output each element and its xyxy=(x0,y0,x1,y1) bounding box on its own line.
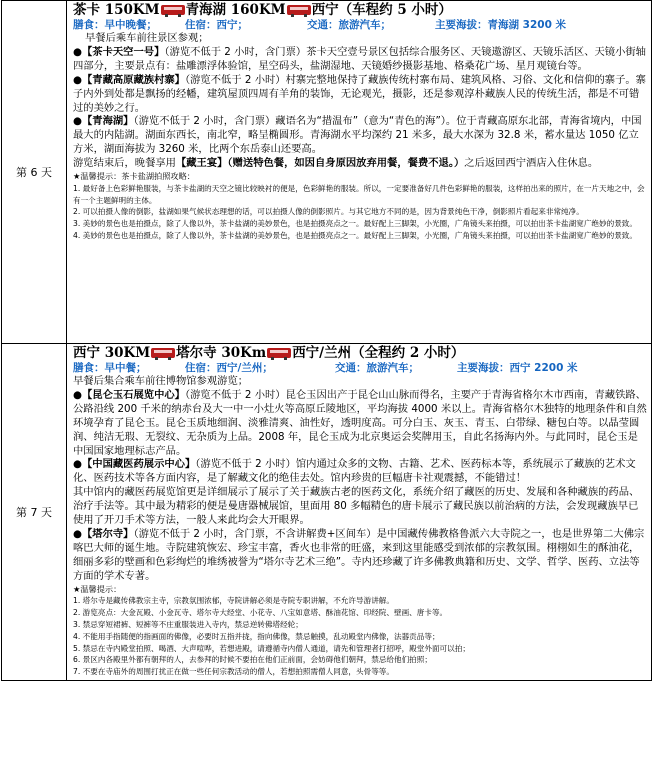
attraction-note: （游览不低于 2 小时，含门票） xyxy=(164,45,307,58)
tip-item: 4. 不能用手指随便的指画面的佛像，必要时五指并拢，指向佛像，禁忌触摸，乱动殿堂内佛像，法器贡品等； xyxy=(73,631,440,641)
route-distance: 150KM xyxy=(104,2,160,18)
attraction-note: （游览不低于 2 小时） xyxy=(184,388,286,401)
attraction-title: 【茶卡天空一号】 xyxy=(82,45,165,58)
tip-item: 4. 美妙的景色也是拍摄点，除了人像以外，茶卡盐湖的美妙景色，也是拍摄亮点之一。最好配上三脚架，小光圈，广角镜头来拍摄，可以拍出茶卡盐湖宽广绝妙的景致。 xyxy=(73,231,637,241)
route-place: 西宁 xyxy=(73,345,100,361)
attraction-paragraph: ●【青海湖】（游览不低于 2 小时，含门票）藏语名为“措温布”（意为“青色的海”）。位于青藏高原东北部，青海省境内，中国最大的内陆湖。湖面东西长，南北窄，略呈椭圆形。青海湖水平均深约 21 米多，最大水深为 32.8 米，蓄水量达 1050 亿立方米，湖面海拔为 3260 米，比两个东岳泰山还要高。 xyxy=(73,115,642,156)
attraction-text: 村寨完整地保持了藏族传统村寨布局、建筑风格、习俗、文化和信仰的寨子。寨子内外到处都是飘扬的经幡，建筑屋顶四周有羊角的装饰，无论观光，摄影，还是参观淳朴藏族人民的传统生活，都是不可错过的美妙之行。 xyxy=(73,73,646,114)
stay-info: 住宿：西宁； xyxy=(185,19,248,31)
day-row-7 xyxy=(2,344,652,681)
tip-item: 6. 景区内各殿里外都有朝拜的人，去参拜的时候不要拍在他们正前面，会妨碍他们朝拜，禁忌给他们拍照； xyxy=(73,655,432,665)
tip-item: 7. 不要在寺庙外的周围打扰正在做一些任何宗教活动的僧人，若想拍照需僧人同意，头骨等等。 xyxy=(73,667,394,677)
tip-item: 1. 塔尔寺是藏传佛教宗主寺，宗教氛围浓郁，寺院讲解必须是寺院专职讲解，不允许导游讲解。 xyxy=(73,596,394,606)
tips-heading: ★温馨提示：茶卡盐湖拍照攻略： xyxy=(73,171,195,182)
day-content xyxy=(67,344,652,681)
attraction-title: 【塔尔寺】 xyxy=(82,527,134,540)
day-label-cell xyxy=(2,344,67,681)
dinner-pre: 游览结束后，晚餐享用 xyxy=(73,157,176,170)
info-bar xyxy=(73,18,647,32)
route-place: 茶卡 xyxy=(73,2,100,18)
itinerary-table xyxy=(1,0,652,681)
day-label: 第 6 天 xyxy=(16,166,52,179)
attraction-note: （游览不低于 2 小时） xyxy=(184,73,286,86)
route-distance: 30Km xyxy=(221,345,267,361)
dinner-note: （赠送特色餐，如因自身原因放弃用餐，餐费不退。） xyxy=(227,157,465,170)
route-place: 西宁（车程约 5 小时） xyxy=(311,2,452,18)
attraction-text: 馆内通过众多的文物、古籍、艺术、医药标本等，系统展示了藏族的艺术文化、医药技术等各方面内容，是了解藏文化的绝佳去处。馆内珍贵的巨幅唐卡社观震撼，不能错过！ xyxy=(73,458,636,485)
day-label: 第 7 天 xyxy=(16,505,52,519)
attraction-paragraph: ●【塔尔寺】（游览不低于 2 小时，含门票，不含讲解费+区间车）是中国藏传佛教格鲁派六大寺院之一，也是世界第二大佛宗喀巴大师的诞生地。寺院建筑恢宏、珍宝丰富，香火也非常的旺盛，来到这里能感受到浓郁的宗教氛围。栩栩如生的酥油花，细丽多彩的壁画和色彩绚烂的堆绣被誉为“塔尔寺艺术三绝”。寺内还珍藏了许多佛教典籍和历史、文学、哲学、医药、立法等方面的学术专著。 xyxy=(73,527,645,582)
stay-info: 住宿：西宁/兰州； xyxy=(185,362,273,374)
attraction-text: 昆仑玉因出产于昆仑山山脉而得名，主要产于青海省格尔木市西南，青藏铁路、公路沿线 200 千米的纳赤台及大一中一小灶火等高原丘陵地区，平均海拔 4000 米以上。青海省格尔木独特的地理条件和自然环境孕育了昆仑玉。昆仑玉质地细润、淡雅清爽、油性好，透明度高。可分白玉、灰玉、青玉、白带绿、糖包白等。以晶莹圆润、纯洁无瑕、无裂纹、无杂质为上品。2008 年，昆仑玉成为北京奥运会奖牌用玉，自此名扬海内外。与此同时，昆仑玉是中国国家地理标志产品。 xyxy=(73,388,647,457)
transport-info: 交通：旅游汽车； xyxy=(335,362,419,374)
route-heading xyxy=(73,345,647,361)
attraction-text: 藏语名为“措温布”（意为“青色的海”）。位于青藏高原东北部，青海省境内，中国最大的内陆湖。湖面东西长，南北窄，略呈椭圆形。青海湖水平均深约 21 米多，最大水深为 32.8 米，蓄水量达 1050 亿立方米，湖面海拔为 3260 米，比两个东岳泰山还要高。 xyxy=(73,115,642,156)
bus-icon xyxy=(287,5,311,15)
intro-text: 早餐后乘车前往景区参观； xyxy=(85,32,209,44)
tip-item: 3. 美妙的景色也是拍摄点，除了人像以外，茶卡盐湖的美妙景色，也是拍摄亮点之一。最好配上三脚架，小光圈，广角镜头来拍摄，可以拍出茶卡盐湖宽广绝妙的景致。 xyxy=(73,219,637,229)
attraction-note: （游览不低于 2 小时） xyxy=(195,458,296,471)
attraction-text: 茶卡天空壹号景区包括综合服务区、天镜遨游区、天镜乐活区、天镜小街轴四部分，主要景点有：盐雕漂浮体验馆，星空码头，盐湖湿地、天镜婚纱摄影基地、格桑花广场、星月观镜台等。 xyxy=(73,45,646,72)
tips-heading: ★温馨提示： xyxy=(73,583,122,594)
route-place: 塔尔寺 xyxy=(176,345,217,361)
route-heading xyxy=(73,2,647,18)
route-place: 青海湖 xyxy=(185,2,227,18)
tip-item: 2. 游览亮点：大金瓦殿、小金瓦寺、塔尔寺大经堂、小花寺、八宝如意塔、酥油花馆、印经院、壁画、唐卡等。 xyxy=(73,608,448,618)
dinner-paragraph xyxy=(73,157,647,171)
transport-info: 交通：旅游汽车； xyxy=(307,19,391,31)
intro-text: 早餐后集合乘车前往博物馆参观游览； xyxy=(73,375,249,387)
attraction-paragraph: ●【中国藏医药展示中心】（游览不低于 2 小时）馆内通过众多的文物、古籍、艺术、医药标本等，系统展示了藏族的艺术文化、医药技术等各方面内容，是了解藏文化的绝佳去处。馆内珍贵的巨幅唐卡社观震撼，不能错过！ xyxy=(73,458,636,485)
attraction-title: 【青海湖】 xyxy=(82,115,134,128)
altitude-info: 主要海拔：西宁 2200 米 xyxy=(457,362,578,374)
tip-item: 1. 最好备上色彩鲜艳服装，与茶卡盐湖的天空之镜比较映衬的便是，色彩鲜艳的服装。所以，一定要准备好几件色彩鲜艳的服装，这样拍出来的照片，在一片天地之中，会有一个主题鲜明的主体。 xyxy=(73,183,645,205)
dinner-post: 之后返回西宁酒店入住休息。 xyxy=(464,157,599,170)
dinner-title: 【藏王宴】 xyxy=(175,157,228,170)
altitude-info: 主要海拔：青海湖 3200 米 xyxy=(435,19,567,31)
bus-icon xyxy=(161,5,185,15)
paragraph: 其中馆内的藏医药展览馆更是详细展示了展示了关于藏族古老的医药文化，系统介绍了藏医的历史、发展和各种藏族的药品、治疗手法等。其中最为精彩的便是曼唐器械展馆，里面用 80 多幅精色的唐卡展示了藏民族以前治病的方法，会发现藏族早已使用了开刀手术等方法，一般人来此均会大开眼界。 xyxy=(73,486,640,527)
route-distance: 30KM xyxy=(104,345,151,361)
attraction-paragraph: ●【茶卡天空一号】（游览不低于 2 小时，含门票）茶卡天空壹号景区包括综合服务区、天镜遨游区、天镜乐活区、天镜小街轴四部分，主要景点有：盐雕漂浮体验馆，星空码头，盐湖湿地、天镜婚纱摄影基地、格桑花广场、星月观镜台等。 xyxy=(73,45,646,72)
tips-block xyxy=(73,584,647,678)
attraction-text: 是中国藏传佛教格鲁派六大寺院之一，也是世界第二大佛宗喀巴大师的诞生地。寺院建筑恢宏、珍宝丰富，香火也非常的旺盛，来到这里能感受到浓郁的宗教氛围。栩栩如生的酥油花，细丽多彩的壁画和色彩绚烂的堆绣被誉为“塔尔寺艺术三绝”。寺内还珍藏了许多佛教典籍和历史、文学、哲学、医药、立法等方面的学术专著。 xyxy=(73,527,645,582)
tip-item: 2. 可以拍摄人像的倒影，盐湖如果气候状态理想的话，可以拍摄人像的倒影照片。与其它地方不同的是，因为背景纯色干净，倒影照片看起来非常纯净。 xyxy=(73,207,584,217)
meal-info: 膳食：早中晚餐； xyxy=(73,19,157,31)
day-content xyxy=(67,1,652,344)
attraction-title: 【青藏高原藏族村寨】 xyxy=(82,73,185,86)
attraction-note: （游览不低于 2 小时，含门票） xyxy=(133,115,276,128)
tip-item: 5. 禁忌在寺内殿堂拍照、喝酒、大声喧哗，若想进殿，请遵循寺内僧人通道，请先和管理者打招呼，殿堂外面可以拍； xyxy=(73,643,470,653)
attraction-paragraph: ●【青藏高原藏族村寨】（游览不低于 2 小时）村寨完整地保持了藏族传统村寨布局、建筑风格、习俗、文化和信仰的寨子。寨子内外到处都是飘扬的经幡，建筑屋顶四周有羊角的装饰，无论观光，摄影，还是参观淳朴藏族人民的传统生活，都是不可错过的美妙之行。 xyxy=(73,73,646,114)
meal-info: 膳食：早中餐； xyxy=(73,362,147,374)
route-distance: 160KM xyxy=(230,2,286,18)
day-label-cell xyxy=(2,1,67,344)
bus-icon xyxy=(151,348,175,358)
bus-icon xyxy=(267,348,291,358)
attraction-note: （游览不低于 2 小时，含门票，不含讲解费+区间车） xyxy=(133,527,377,540)
day-row-6 xyxy=(2,1,652,344)
attraction-title: 【昆仑玉石展览中心】 xyxy=(82,388,185,401)
route-place: 西宁/兰州（全程约 2 小时） xyxy=(292,345,465,361)
tips-block xyxy=(73,171,647,242)
attraction-paragraph: ●【昆仑玉石展览中心】（游览不低于 2 小时）昆仑玉因出产于昆仑山山脉而得名，主要产于青海省格尔木市西南，青藏铁路、公路沿线 200 千米的纳赤台及大一中一小灶火等高原丘陵地区，平均海拔 4000 米以上。青海省格尔木独特的地理条件和自然环境孕育了昆仑玉。昆仑玉质地细润、淡雅清爽、油性好，透明度高。可分白玉、灰玉、青玉、白带绿、糖包白等。以晶莹圆润、纯洁无瑕、无裂纹、无杂质为上品。2008 年，昆仑玉成为北京奥运会奖牌用玉，自此名扬海内外。与此同时，昆仑玉是中国国家地理标志产品。 xyxy=(73,388,647,457)
attraction-title: 【中国藏医药展示中心】 xyxy=(82,458,196,471)
tip-item: 3. 禁忌穿短裙裤、短裤等不庄重服装进入寺内，禁忌逆转佛塔经轮； xyxy=(73,619,303,629)
info-bar xyxy=(73,361,647,375)
